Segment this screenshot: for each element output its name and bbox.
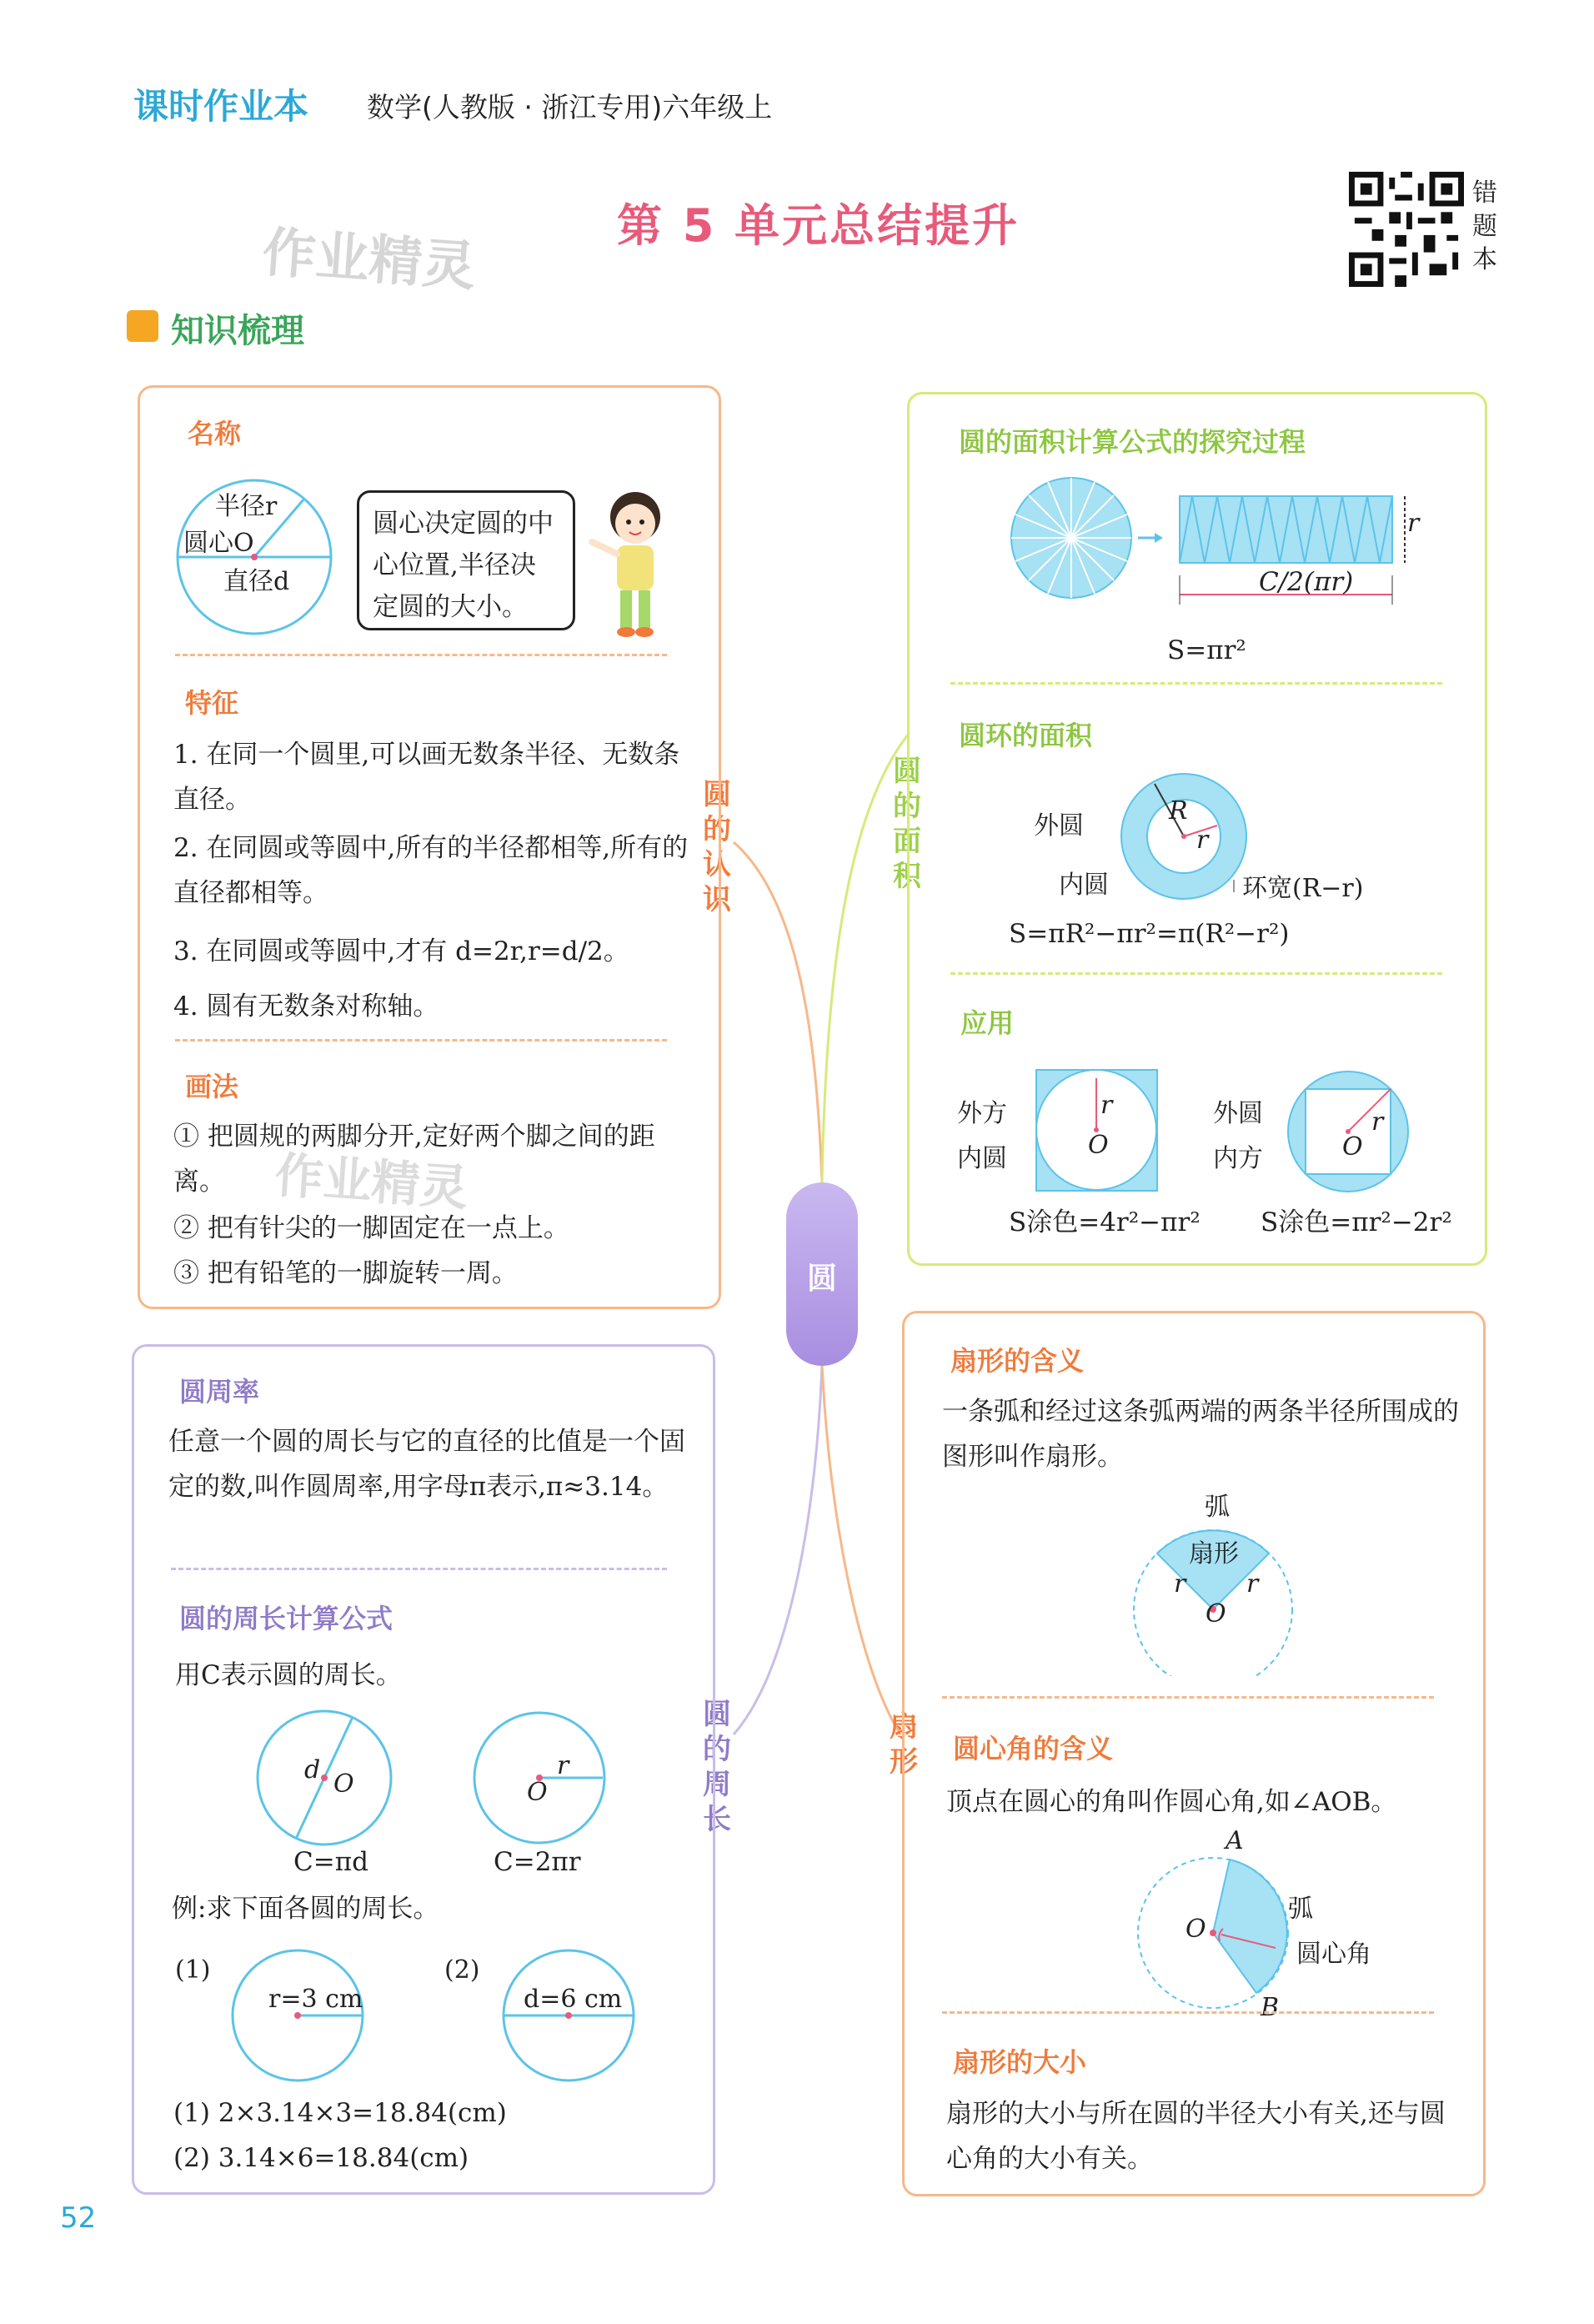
ring-inner-label: 内圆 xyxy=(1059,871,1109,900)
ring-formula: S=πR²−πr²=π(R²−r²) xyxy=(1009,919,1290,949)
apply-right-label-1: 外圆 xyxy=(1213,1099,1263,1128)
features-title: 特征 xyxy=(185,687,239,719)
sector-size-title: 扇形的大小 xyxy=(953,2046,1087,2078)
section-heading: 知识梳理 xyxy=(171,312,304,350)
page-number: 52 xyxy=(60,2201,97,2235)
angle-text: 顶点在圆心的角叫作圆心角,如∠AOB。 xyxy=(946,1787,1397,1817)
branch-label-area: 圆的面积 xyxy=(893,755,921,893)
circle2-formula: C=2πr xyxy=(494,1847,581,1877)
apply-right-o: O xyxy=(1342,1132,1363,1162)
center-label: 圆心O xyxy=(183,529,254,558)
example-1-number: (1) xyxy=(175,1955,211,1985)
qr-label: 错题本 xyxy=(1472,178,1497,274)
example-1-circle xyxy=(229,1947,367,2085)
derive-title: 圆的面积计算公式的探究过程 xyxy=(959,426,1306,458)
apply-left-o: O xyxy=(1088,1131,1109,1160)
feature-2: 2. 在同圆或等圆中,所有的半径都相等,所有的直径都相等。 xyxy=(173,833,689,908)
angle-O-label: O xyxy=(1185,1915,1206,1944)
ring-r-label: r xyxy=(1196,826,1209,855)
branch-label-perimeter: 圆的周长 xyxy=(703,1698,731,1836)
unit-title: 第 5 单元总结提升 xyxy=(617,199,1020,252)
sector-def-text: 一条弧和经过这条弧两端的两条半径所围成的图形叫作扇形。 xyxy=(942,1397,1459,1472)
derive-r-label: r xyxy=(1407,509,1420,538)
apply-left-label-2: 内圆 xyxy=(957,1144,1007,1173)
angle-arc-label: 弧 xyxy=(1288,1895,1313,1924)
speech-bubble: 圆心决定圆的中心位置,半径决定圆的大小。 xyxy=(357,490,575,630)
draw-step-2: ② 把有针尖的一脚固定在一点上。 xyxy=(173,1213,569,1243)
watermark: 作业精灵 xyxy=(260,222,478,299)
example-2-number: (2) xyxy=(444,1955,480,1985)
circle1-d-label: d xyxy=(304,1755,321,1784)
ring-outer-label: 外圆 xyxy=(1034,811,1084,841)
diameter-label: 直径d xyxy=(223,567,290,596)
feature-4: 4. 圆有无数条对称轴。 xyxy=(173,991,439,1021)
girl-character-icon xyxy=(584,484,684,642)
derive-formula: S=πr² xyxy=(1167,635,1246,665)
radius-label: 半径r xyxy=(215,492,278,521)
center-node-label: 圆 xyxy=(806,1262,837,1296)
central-angle-label: 圆心角 xyxy=(1296,1940,1371,1969)
angle-B-label: B xyxy=(1261,1993,1280,2022)
sector-def-title: 扇形的含义 xyxy=(950,1345,1085,1377)
apply-title: 应用 xyxy=(960,1007,1015,1039)
sector-shape-label: 扇形 xyxy=(1189,1539,1239,1569)
sector-r-left: r xyxy=(1174,1569,1186,1599)
apply-right-formula: S涂色=πr²−2r² xyxy=(1261,1207,1452,1237)
pi-title: 圆周率 xyxy=(179,1376,260,1408)
circle1-formula: C=πd xyxy=(293,1847,368,1877)
apply-left-r: r xyxy=(1100,1091,1113,1120)
feature-1: 1. 在同一个圆里,可以画无数条半径、无数条直径。 xyxy=(173,740,680,815)
central-angle-diagram xyxy=(1130,1850,1296,2016)
derive-base-label: C/2(πr) xyxy=(1259,567,1354,597)
sector-arc-label: 弧 xyxy=(1205,1493,1230,1522)
perimeter-formula-intro: 用C表示圆的周长。 xyxy=(175,1660,402,1690)
answer-1: (1) 2×3.14×3=18.84(cm) xyxy=(173,2098,507,2128)
angle-title: 圆心角的含义 xyxy=(953,1733,1114,1764)
draw-step-3: ③ 把有铅笔的一脚旋转一周。 xyxy=(173,1258,518,1288)
apply-left-label-1: 外方 xyxy=(957,1099,1007,1128)
draw-step-1: ① 把圆规的两脚分开,定好两个脚之间的距离。 xyxy=(173,1122,655,1197)
example-title: 例:求下面各圆的周长。 xyxy=(172,1894,439,1924)
circle2-o-label: O xyxy=(527,1778,548,1807)
answer-2: (2) 3.14×6=18.84(cm) xyxy=(173,2143,469,2173)
watermark-2: 作业精灵 xyxy=(273,1146,470,1217)
example-1-label: r=3 cm xyxy=(268,1985,363,2014)
example-2-circle xyxy=(500,1947,638,2085)
name-title: 名称 xyxy=(188,418,242,449)
branch-label-recognize: 圆的认识 xyxy=(703,778,731,916)
example-2-label: d=6 cm xyxy=(524,1985,623,2014)
book-subtitle: 数学(人教版 · 浙江专用)六年级上 xyxy=(367,91,773,123)
apply-left-formula: S涂色=4r²−πr² xyxy=(1009,1207,1201,1237)
perimeter-formula-title: 圆的周长计算公式 xyxy=(179,1603,393,1634)
ring-R-label: R xyxy=(1169,796,1188,826)
apply-right-r: r xyxy=(1371,1107,1384,1137)
ring-width-label: 环宽(R−r) xyxy=(1242,874,1364,903)
circle-diameter-diagram xyxy=(254,1708,396,1850)
draw-title: 画法 xyxy=(185,1071,239,1102)
pi-text: 任意一个圆的周长与它的直径的比值是一个固定的数,叫作圆周率,用字母π表示,π≈3.14。 xyxy=(168,1427,685,1502)
angle-A-label: A xyxy=(1226,1826,1244,1855)
branch-label-sector: 扇形 xyxy=(890,1710,918,1779)
brand-title: 课时作业本 xyxy=(133,86,309,127)
ring-title: 圆环的面积 xyxy=(959,720,1093,751)
apply-right-label-2: 内方 xyxy=(1213,1144,1263,1173)
sector-o-label: O xyxy=(1206,1599,1226,1629)
area-derivation-diagram xyxy=(1000,471,1434,630)
feature-3: 3. 在同圆或等圆中,才有 d=2r,r=d/2。 xyxy=(173,936,629,966)
sector-size-text: 扇形的大小与所在圆的半径大小有关,还与圆心角的大小有关。 xyxy=(946,2099,1446,2174)
sector-r-right: r xyxy=(1246,1569,1259,1599)
circle2-r-label: r xyxy=(557,1751,569,1780)
circle1-o-label: O xyxy=(333,1769,354,1799)
